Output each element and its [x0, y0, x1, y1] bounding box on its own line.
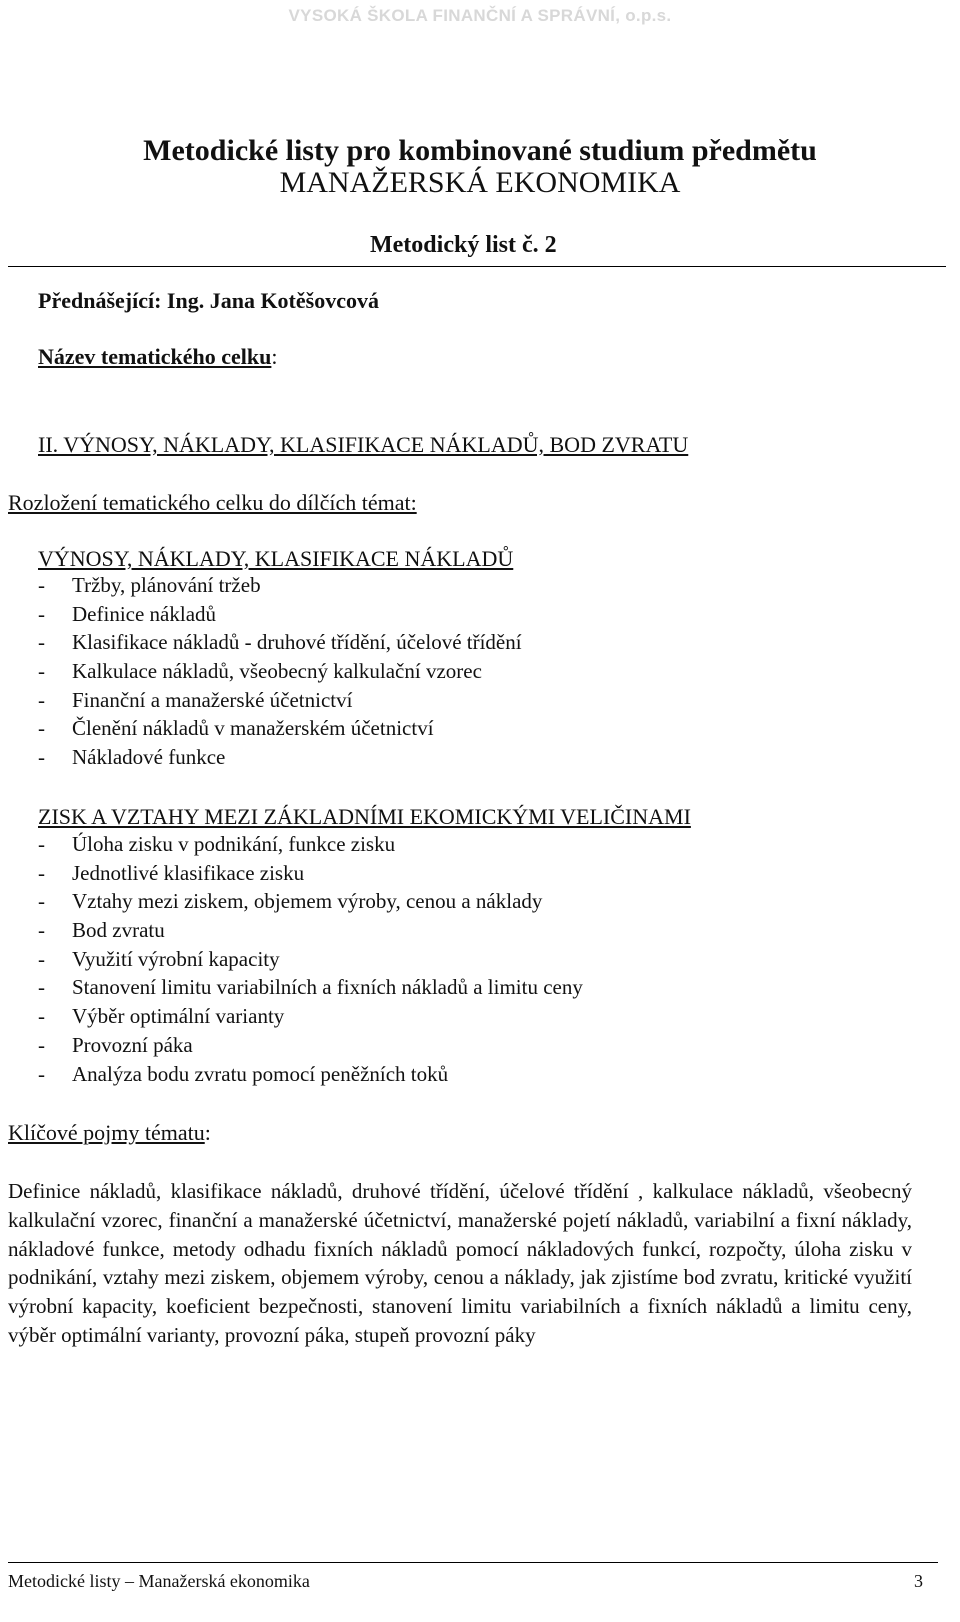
- list-item: - Analýza bodu zvratu pomocí peněžních toků: [38, 1061, 449, 1086]
- list-item: - Výběr optimální varianty: [38, 1004, 285, 1029]
- document-title: Metodické listy pro kombinované studium předmětu: [143, 134, 817, 167]
- lecturer: Přednášející: Ing. Jana Kotěšovcová: [38, 288, 379, 313]
- list-item: - Klasifikace nákladů - druhové třídění, účelové třídění: [38, 630, 522, 655]
- topic-title: II. VÝNOSY, NÁKLADY, KLASIFIKACE NÁKLADŮ, BOD ZVRATU: [38, 432, 689, 457]
- course-name: MANAŽERSKÁ EKONOMIKA: [279, 166, 681, 199]
- topic-label-text: Název tematického celku: [38, 344, 272, 369]
- footer-divider: [8, 1562, 938, 1563]
- key-terms-label-text: Klíčové pojmy tématu: [8, 1120, 205, 1145]
- list-item: - Definice nákladů: [38, 601, 217, 626]
- section-list: [38, 571, 522, 772]
- school-header: VYSOKÁ ŠKOLA FINANČNÍ A SPRÁVNÍ, o.p.s.: [288, 6, 672, 25]
- topic-label-colon: :: [271, 344, 278, 369]
- page-number: 3: [914, 1571, 923, 1591]
- list-item: - Stanovení limitu variabilních a fixních nákladů a limitu ceny: [38, 975, 583, 1000]
- title-divider: [8, 266, 946, 267]
- list-item: - Kalkulace nákladů, všeobecný kalkulační vzorec: [38, 659, 482, 684]
- key-terms-label: [8, 1120, 211, 1146]
- list-item: - Využití výrobní kapacity: [38, 946, 280, 971]
- section-list: [38, 830, 583, 1088]
- list-item: - Vztahy mezi ziskem, objemem výroby, cenou a náklady: [38, 889, 543, 914]
- topic-label: [38, 344, 278, 370]
- list-item: - Provozní páka: [38, 1032, 193, 1057]
- key-terms-paragraph: Definice nákladů, klasifikace nákladů, druhové třídění, účelové třídění , kalkulace nákladů, všeobecný kalkulační vzorec, finanční a manažerské účetnictví, manažerské pojetí nákladů, variabilní a fixní náklady, nákladové funkce, metody odhadu fixních nákladů pomocí nákladových funkcí, rozpočty, úloha zisku v podnikání, vztahy mezi ziskem, objemem výroby, cenou a náklady, jak zjistíme bod zvratu, kritické využití výrobní kapacity, koeficient bezpečnosti, stanovení limitu variabilních a fixních nákladů a limitu ceny, výběr optimální varianty, provozní páka, stupeň provozní páky: [8, 1179, 912, 1347]
- list-item: - Tržby, plánování tržeb: [38, 573, 261, 597]
- sheet-number: Metodický list č. 2: [370, 232, 557, 258]
- section-heading: ZISK A VZTAHY MEZI ZÁKLADNÍMI EKOMICKÝMI VELIČINAMI: [38, 804, 691, 829]
- list-item: - Jednotlivé klasifikace zisku: [38, 860, 305, 885]
- list-item: - Finanční a manažerské účetnictví: [38, 687, 353, 712]
- list-item: - Úloha zisku v podnikání, funkce zisku: [38, 832, 396, 856]
- list-item: - Bod zvratu: [38, 918, 165, 943]
- list-item: - Členění nákladů v manažerském účetnictví: [38, 716, 434, 741]
- list-item: - Nákladové funkce: [38, 745, 226, 770]
- section-heading: VÝNOSY, NÁKLADY, KLASIFIKACE NÁKLADŮ: [38, 546, 514, 571]
- footer-title: Metodické listy – Manažerská ekonomika: [8, 1571, 310, 1591]
- breakdown-heading: Rozložení tematického celku do dílčích témat:: [8, 490, 417, 515]
- key-terms-label-colon: :: [204, 1120, 211, 1145]
